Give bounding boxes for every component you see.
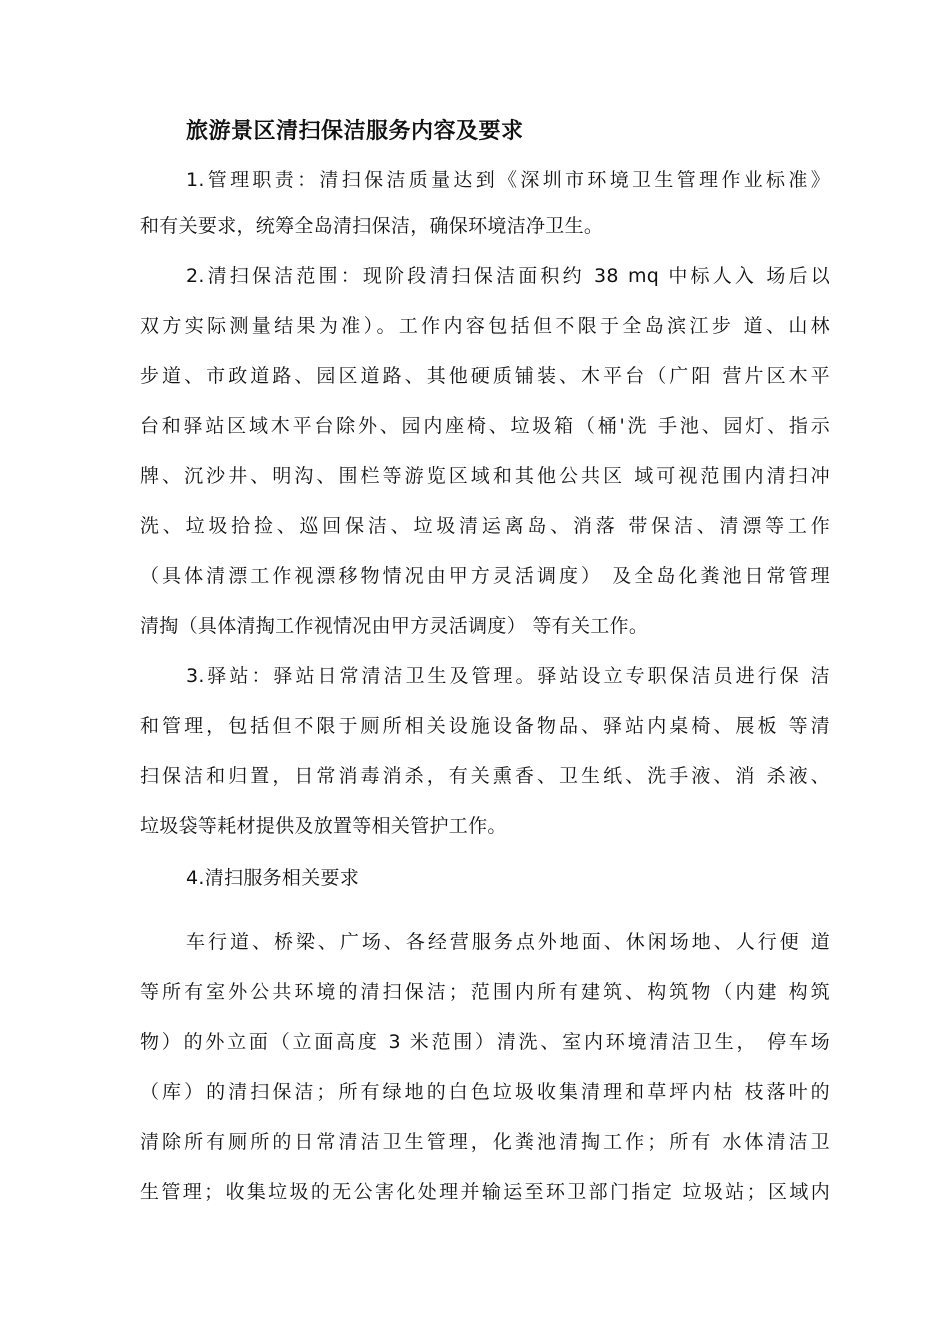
paragraph-1-line-2: 和有关要求，统筹全岛清扫保洁，确保环境洁净卫生。 bbox=[140, 215, 604, 237]
paragraph-3-line-4: 垃圾袋等耗材提供及放置等相关管护工作。 bbox=[140, 815, 507, 837]
paragraph-2-line-3: 步道、市政道路、园区道路、其他硬质铺装、木平台（广阳 营片区木平 bbox=[140, 365, 830, 387]
section-4-heading: 4.清扫服务相关要求 bbox=[186, 867, 360, 889]
document-title: 旅游景区清扫保洁服务内容及要求 bbox=[186, 119, 524, 144]
paragraph-4-line-3: 物）的外立面（立面高度 3 米范围）清洗、室内环境清洁卫生， 停车场 bbox=[140, 1031, 830, 1053]
paragraph-3-line-2: 和管理，包括但不限于厕所相关设施设备物品、驿站内桌椅、展板 等清 bbox=[140, 715, 830, 737]
paragraph-2-line-1: 2.清扫保洁范围：现阶段清扫保洁面积约 38 mq 中标人入 场后以 bbox=[186, 265, 830, 287]
paragraph-3-line-1: 3.驿站：驿站日常清洁卫生及管理。驿站设立专职保洁员进行保 洁 bbox=[186, 665, 830, 687]
paragraph-4-line-1: 车行道、桥梁、广场、各经营服务点外地面、休闲场地、人行便 道 bbox=[186, 931, 830, 953]
paragraph-1-line-1: 1.管理职责：清扫保洁质量达到《深圳市环境卫生管理作业标准》 bbox=[186, 169, 830, 191]
paragraph-4-line-5: 清除所有厕所的日常清洁卫生管理，化粪池清掏工作；所有 水体清洁卫 bbox=[140, 1131, 830, 1153]
paragraph-2-line-2: 双方实际测量结果为准）。工作内容包括但不限于全岛滨江步 道、山林 bbox=[140, 315, 830, 337]
paragraph-2-line-4: 台和驿站区域木平台除外、园内座椅、垃圾箱（桶'洗 手池、园灯、指示 bbox=[140, 415, 830, 437]
paragraph-2-line-5: 牌、沉沙井、明沟、围栏等游览区域和其他公共区 域可视范围内清扫冲 bbox=[140, 465, 830, 487]
paragraph-2-line-7: （具体清漂工作视漂移物情况由甲方灵活调度） 及全岛化粪池日常管理 bbox=[140, 565, 830, 587]
paragraph-4-line-2: 等所有室外公共环境的清扫保洁；范围内所有建筑、构筑物（内建 构筑 bbox=[140, 981, 830, 1003]
paragraph-4-line-6: 生管理；收集垃圾的无公害化处理并输运至环卫部门指定 垃圾站；区域内 bbox=[140, 1181, 830, 1203]
paragraph-4-line-4: （库）的清扫保洁；所有绿地的白色垃圾收集清理和草坪内枯 枝落叶的 bbox=[140, 1081, 830, 1103]
paragraph-2-line-6: 洗、垃圾拾捡、巡回保洁、垃圾清运离岛、消落 带保洁、清漂等工作 bbox=[140, 515, 830, 537]
paragraph-2-line-8: 清掏（具体清掏工作视情况由甲方灵活调度） 等有关工作。 bbox=[140, 615, 649, 637]
paragraph-3-line-3: 扫保洁和归置，日常消毒消杀，有关熏香、卫生纸、洗手液、消 杀液、 bbox=[140, 765, 830, 787]
